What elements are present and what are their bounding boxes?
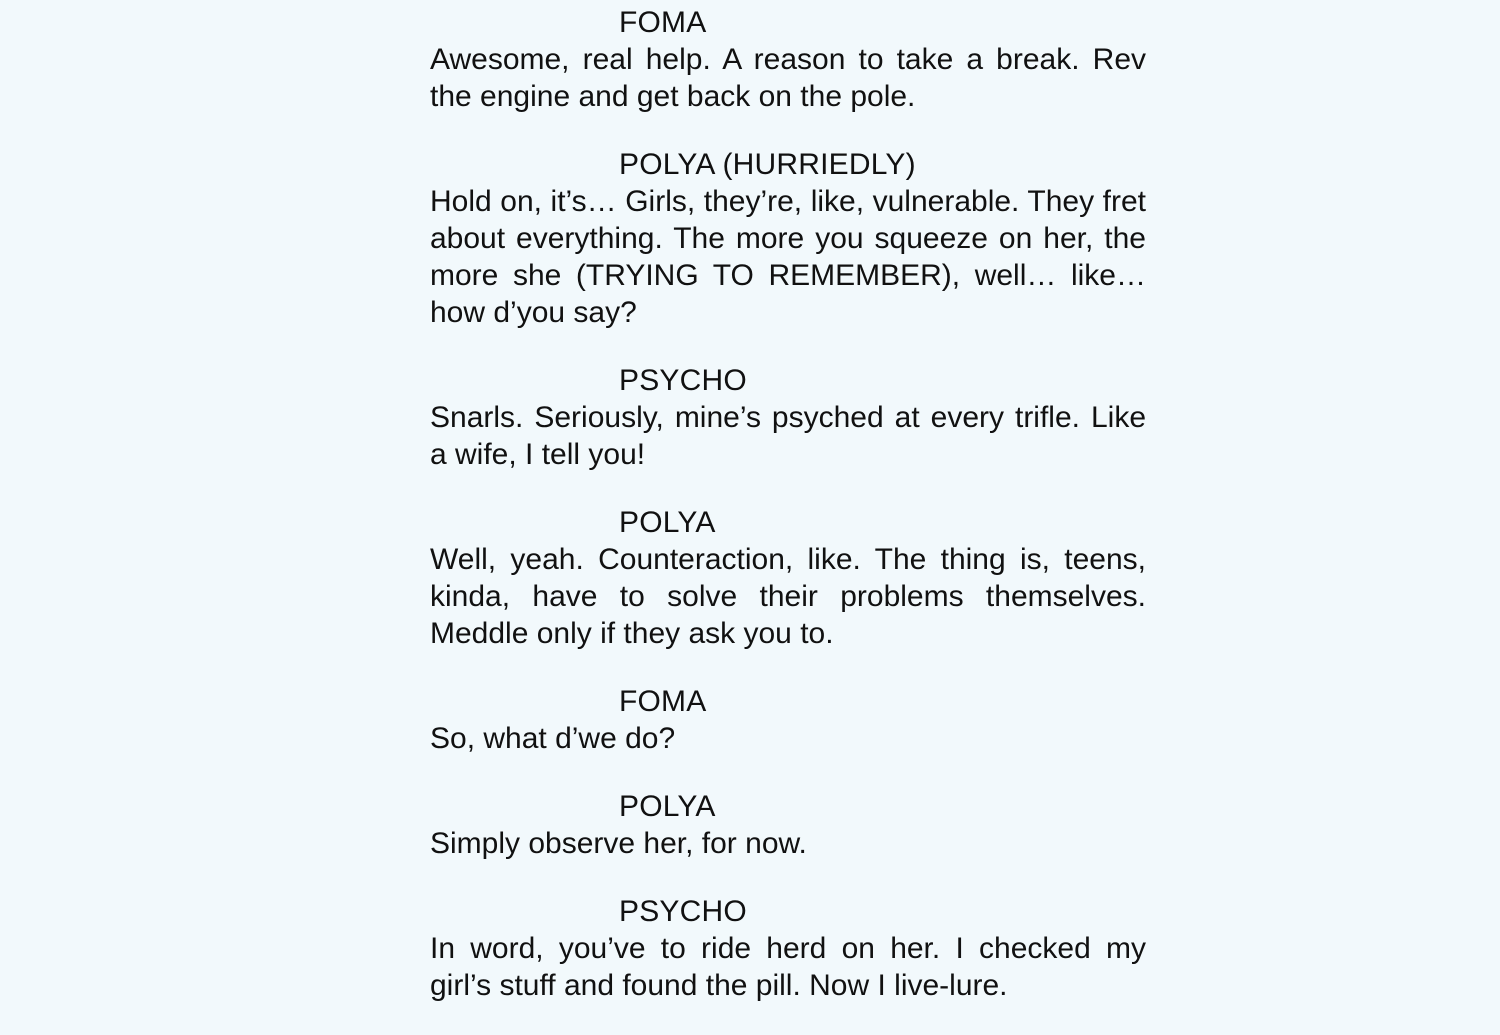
speaker-name: PSYCHO — [619, 364, 747, 397]
dialogue-block — [430, 504, 1146, 652]
dialogue-block — [430, 4, 1146, 115]
speaker-name: POLYA — [619, 790, 716, 823]
dialogue-line: Hold on, it’s… Girls, they’re, like, vulnerable. They fret about everything. The more you squeeze on her, the more she (TRYING TO REMEMBER), well… like… how d’you say? — [430, 185, 1146, 329]
dialogue-block — [430, 788, 1146, 862]
dialogue-line: Awesome, real help. A reason to take a break. Rev the engine and get back on the pole. — [430, 43, 1146, 113]
dialogue-block — [430, 683, 1146, 757]
dialogue-block — [430, 146, 1146, 331]
script-body — [430, 4, 1146, 1035]
dialogue-block — [430, 362, 1146, 473]
dialogue-line: In word, you’ve to ride herd on her. I checked my girl’s stuff and found the pill. Now I live-lure. — [430, 932, 1146, 1002]
speaker-name: FOMA — [619, 6, 707, 39]
speaker-name: PSYCHO — [619, 895, 747, 928]
dialogue-line: Well, yeah. Counteraction, like. The thing is, teens, kinda, have to solve their problems themselves. Meddle only if they ask you to. — [430, 543, 1146, 650]
dialogue-line: Snarls. Seriously, mine’s psyched at every trifle. Like a wife, I tell you! — [430, 401, 1146, 471]
dialogue-line: Simply observe her, for now. — [430, 827, 807, 860]
speaker-name: POLYA — [619, 506, 716, 539]
dialogue-line: So, what d’we do? — [430, 722, 676, 755]
dialogue-block — [430, 893, 1146, 1004]
speaker-name: FOMA — [619, 685, 707, 718]
speaker-name: POLYA (HURRIEDLY) — [619, 148, 916, 181]
